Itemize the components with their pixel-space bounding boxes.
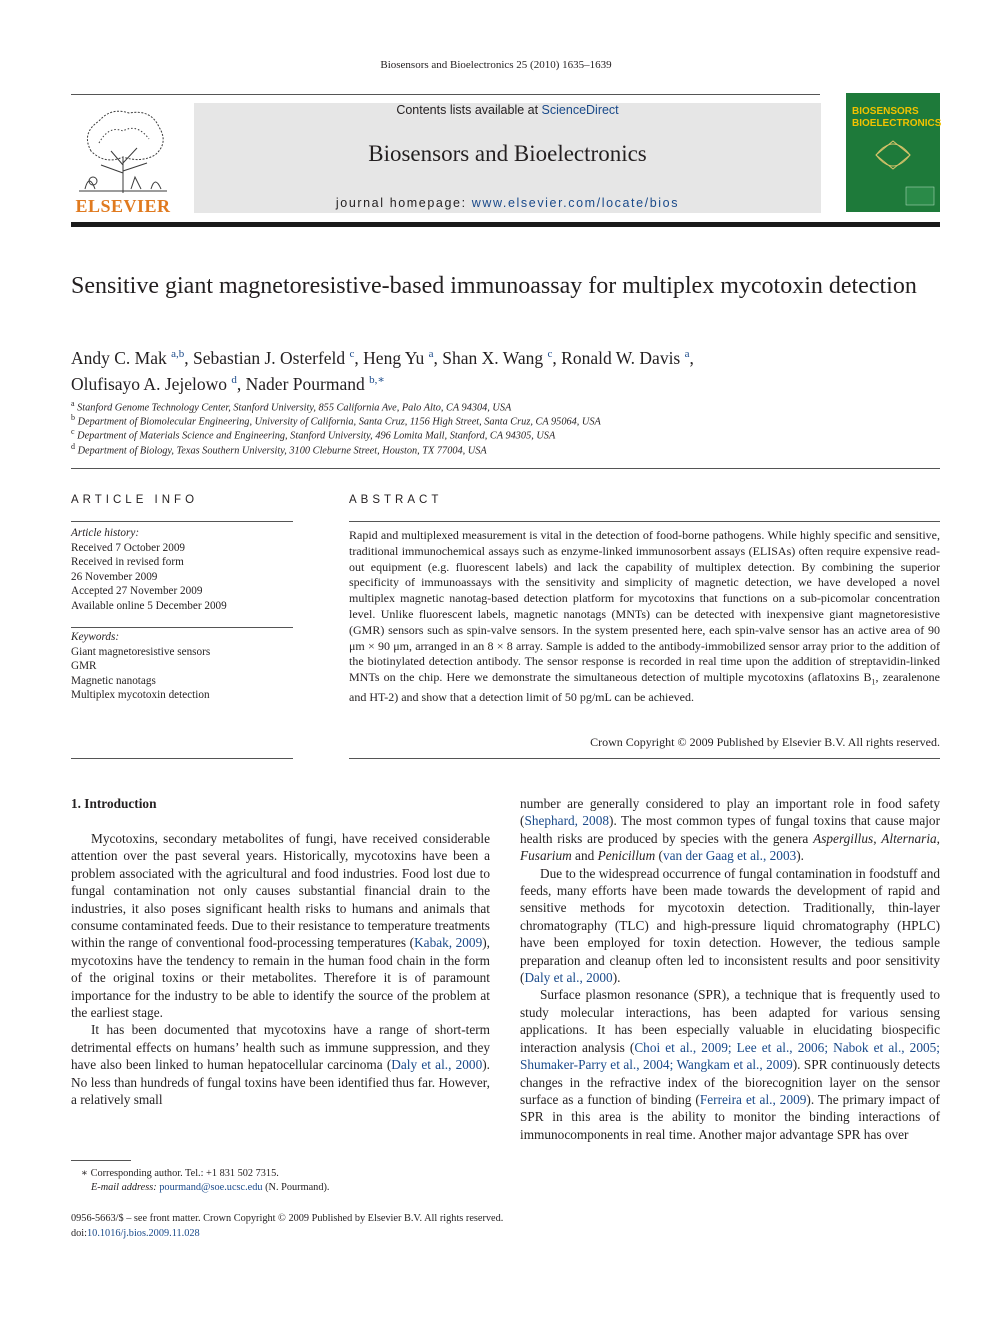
citation-link[interactable]: Daly et al., 2000: [391, 1057, 483, 1073]
abstract-rule: [349, 521, 940, 522]
author-list: [71, 343, 931, 395]
author-separator: ,: [354, 347, 364, 368]
author[interactable]: [246, 374, 385, 394]
history-entry: Received in revised form: [71, 556, 184, 568]
paper-title: Sensitive giant magnetoresistive-based immunoassay for multiplex mycotoxin detection: [71, 273, 917, 299]
author-name: Nader Pourmand: [245, 373, 365, 394]
text-run: Due to the widespread occurrence of fungal contamination in foodstuff and feeds, many efforts have been made towards the development of rapid and sensitive methods for mycotoxin detection. Traditionally, thin-layer chromatography (TLC) and high-pressure liquid chromatography (HPLC) have been employed for toxin detection. However, the tedious sample preparation and cleanup often led to inconsistent results and poor sensitivity (: [520, 865, 941, 986]
text-run: ), mycotoxins have the tendency to remain in the human food chain in the form of the original toxins or their metabolites. Therefore it is of paramount importance for the industry to be able to identify the source of the problem at the earliest stage.: [71, 935, 490, 1021]
keywords-label: Keywords:: [71, 631, 120, 643]
doi-label: doi:: [71, 1228, 88, 1239]
doi-line: [71, 1226, 771, 1241]
author-name: Sebastian J. Osterfeld: [193, 347, 346, 368]
text-run: and: [571, 848, 598, 864]
affiliation-mark: d: [71, 442, 75, 451]
cover-title-line: BIOSENSORS: [852, 106, 919, 117]
author-name: Ronald W. Davis: [561, 347, 681, 368]
author-name: Olufisayo A. Jejelowo: [71, 373, 228, 394]
text-run: ,: [873, 830, 882, 846]
text-run: Surface plasmon resonance (SPR), a technique that is frequently used to study molecular interactions, has been adapted for various sensing applications. It has been especially valuable in elucidating biospecific interaction analysis (: [520, 987, 940, 1055]
author[interactable]: [363, 348, 433, 368]
author-separator: ,: [236, 373, 246, 394]
body-right-column: [520, 795, 940, 1143]
body-left-column: [71, 830, 490, 1109]
abstract-body: [349, 528, 940, 706]
text-run: ,: [936, 830, 940, 846]
author-affil-mark[interactable]: c: [547, 348, 553, 360]
citation-link[interactable]: Kabak, 2009: [414, 935, 483, 951]
history-entry: Accepted 27 November 2009: [71, 585, 203, 597]
history-entry: 26 November 2009: [71, 570, 158, 583]
genus-name: Alternaria: [881, 830, 937, 846]
author-separator: ,: [689, 347, 694, 368]
email-link[interactable]: pourmand@soe.ucsc.edu: [159, 1182, 263, 1193]
email-label: E-mail address:: [91, 1182, 157, 1193]
genus-name: Penicillum: [597, 848, 656, 864]
author[interactable]: [71, 348, 184, 368]
contents-prefix: Contents lists available at: [396, 103, 542, 117]
text-run: ).: [612, 970, 621, 986]
author-affil-mark[interactable]: d: [231, 373, 237, 386]
cover-title-line: BIOELECTRONICS: [852, 118, 942, 129]
author-affil-mark[interactable]: a,b: [171, 348, 185, 360]
genus-name: Fusarium: [520, 848, 572, 864]
body-paragraph: [520, 986, 940, 1143]
text-run: Mycotoxins, secondary metabolites of fungi, have received considerable attention over the past several years. Historically, mycotoxins have been a problem associated with the agricultural and food industries. Food lost due to fungal contamination not only causes substantial financial drain to the industries, it also poses significant health risks to humans and animals that consume contaminated feeds. Due to their resistance to temperature treatments within the range of conventional food-processing temperatures (: [71, 831, 490, 951]
corresponding-author-note: ∗ Corresponding author. Tel.: +1 831 502 7315.: [81, 1168, 279, 1179]
abstract-subscript: 1: [871, 677, 876, 687]
author-name: Shan X. Wang: [442, 347, 544, 368]
history-entry: Available online 5 December 2009: [71, 599, 227, 612]
journal-homepage: [194, 196, 821, 210]
citation-link[interactable]: Daly et al., 2000: [524, 970, 613, 986]
keyword: Giant magnetoresistive sensors: [71, 645, 211, 658]
text-run: ).: [796, 848, 805, 864]
keyword: Multiplex mycotoxin detection: [71, 689, 210, 701]
keywords-block: [71, 630, 296, 703]
footnote-rule: [71, 1160, 131, 1161]
author-separator: ,: [552, 347, 562, 368]
affiliation: [71, 440, 931, 459]
text-run: ). The most common types of fungal toxins that cause major health risks are produced by species with the genera: [520, 813, 940, 846]
affiliation-mark: a: [71, 399, 75, 408]
section-heading: 1. Introduction: [71, 796, 157, 811]
journal-title: Biosensors and Bioelectronics: [368, 141, 647, 166]
author[interactable]: [71, 374, 237, 394]
affiliation-text: Department of Biology, Texas Southern University, 3100 Cleburne Street, Houston, TX 77004, USA: [77, 445, 487, 457]
history-entry: Received 7 October 2009: [71, 541, 186, 554]
abstract-text-part: , zearalenone and HT-2) and show that a detection limit of 50 pg/mL can be achieved.: [349, 670, 940, 705]
affiliation-mark: c: [71, 427, 75, 436]
author-separator: ,: [433, 347, 443, 368]
author-affil-mark[interactable]: a: [684, 348, 690, 360]
author-affil-mark[interactable]: b,∗: [369, 373, 385, 386]
text-run: ). SPR continuously detects changes in the refractive index of the biorecognition layer on the sensor surface as a function of binding (: [520, 1057, 941, 1107]
homepage-link[interactable]: www.elsevier.com/locate/bios: [471, 196, 680, 210]
text-run: ). The primary impact of SPR in this area is the ability to monitor the binding interactions of immunocomponents in real time. Another major advantage SPR has over: [520, 1091, 940, 1142]
author[interactable]: [193, 348, 354, 368]
keyword: Magnetic nanotags: [71, 674, 156, 687]
body-paragraph: [520, 795, 940, 865]
affiliations-rule: [71, 468, 940, 469]
homepage-prefix: journal homepage:: [335, 196, 472, 210]
affiliation-text: Department of Biomolecular Engineering, University of California, Santa Cruz, 1156 High Street, Santa Cruz, CA 95064, USA: [77, 416, 601, 428]
author-name: Andy C. Mak: [71, 347, 167, 368]
text-run: number are generally considered to play an important role in food safety (: [520, 796, 940, 829]
header-rule: [71, 94, 820, 95]
contents-line: [194, 103, 821, 117]
text-run: It has been documented that mycotoxins have a range of short-term detrimental effects on humans’ health such as immune suppression, and they have also been linked to human hepatocellular carcinoma (: [71, 1022, 490, 1073]
cover-title: [852, 106, 942, 130]
abstract-bottom-rule: [349, 758, 940, 759]
elsevier-tree-icon: [71, 103, 175, 195]
author-separator: ,: [184, 347, 194, 368]
author-affil-mark[interactable]: c: [349, 348, 355, 360]
affiliation-text: Stanford Genome Technology Center, Stanford University, 855 California Ave, Palo Alto, CA 94304, USA: [77, 402, 512, 414]
issn-line: 0956-5663/$ – see front matter. Crown Copyright © 2009 Published by Elsevier B.V. All rights reserved.: [71, 1213, 504, 1224]
email-suffix: (N. Pourmand).: [262, 1182, 330, 1193]
keywords-rule: [71, 627, 293, 628]
history-label: Article history:: [71, 527, 140, 539]
citation-link[interactable]: Ferreira et al., 2009: [699, 1091, 807, 1107]
citation-link[interactable]: Choi et al., 2009; Lee et al., 2006; Nabok et al., 2005; Shumaker-Parry et al., 2004; Wangkam et al., 2009: [520, 1039, 940, 1073]
text-run: ). No less than hundreds of fungal toxins have been identified thus far. However, a relatively small: [71, 1057, 490, 1108]
abstract-copyright: Crown Copyright © 2009 Published by Elsevier B.V. All rights reserved.: [590, 735, 940, 749]
citation-link[interactable]: Shephard, 2008: [524, 813, 610, 829]
author[interactable]: [442, 348, 552, 368]
elsevier-wordmark: ELSEVIER: [75, 196, 171, 216]
text-run: (: [655, 848, 663, 864]
affiliation-text: Department of Materials Science and Engineering, Stanford University, 496 Lomita Mall, Stanford, CA 94305, USA: [77, 430, 556, 442]
affiliation-mark: b: [71, 413, 75, 422]
author[interactable]: [561, 348, 689, 368]
author-name: Heng Yu: [363, 347, 425, 368]
journal-citation: Biosensors and Bioelectronics 25 (2010) 1635–1639: [380, 59, 612, 71]
abstract-heading: ABSTRACT: [349, 494, 443, 506]
body-paragraph: [71, 830, 490, 1021]
article-info-rule: [71, 521, 293, 522]
body-paragraph: [71, 1021, 490, 1108]
email-note: [71, 1181, 541, 1196]
abstract-text-part: Rapid and multiplexed measurement is vital in the detection of food-borne pathogens. While highly specific and sensitive, traditional immunochemical assays such as enzyme-linked immunosorbent assays (ELISAs) often require expensive read-out equipment (e.g. fluorescent labels) and lack the capability of multiplex detection. By combining the superior specificity of immunoassays with the sensitivity and simplicity of magnetic detection, we have developed a novel multiplex magnetic nanotag-based detection platform for mycotoxins that functions on a sub-picomolar concentration level. Unlike fluorescent labels, magnetic nanotags (MNTs) can be detected with inexpensive giant magnetoresistive (GMR) sensors such as spin-valve sensors. In the system presented here, each spin-valve sensor has an active area of 90 μm × 90 μm, arranged in an 8 × 8 array. Sample is added to the antibody-immobilized sensor array prior to the addition of the biotinylated detection antibody. The sensor response is recorded in real time upon the addition of streptavidin-linked MNTs on the chip. Here we demonstrate the simultaneous detection of multiple mycotoxins (aflatoxins B: [349, 528, 940, 685]
doi-link[interactable]: 10.1016/j.bios.2009.11.028: [87, 1228, 200, 1239]
article-info-heading: ARTICLE INFO: [71, 494, 199, 506]
article-history: [71, 526, 296, 613]
keyword: GMR: [71, 660, 97, 672]
header-thick-rule: [71, 222, 940, 227]
body-paragraph: [520, 865, 940, 987]
article-info-bottom-rule: [71, 758, 293, 759]
author-affil-mark[interactable]: a: [428, 348, 434, 360]
citation-link[interactable]: van der Gaag et al., 2003: [662, 848, 797, 864]
genus-name: Aspergillus: [813, 830, 874, 846]
sciencedirect-link[interactable]: ScienceDirect: [541, 103, 619, 117]
